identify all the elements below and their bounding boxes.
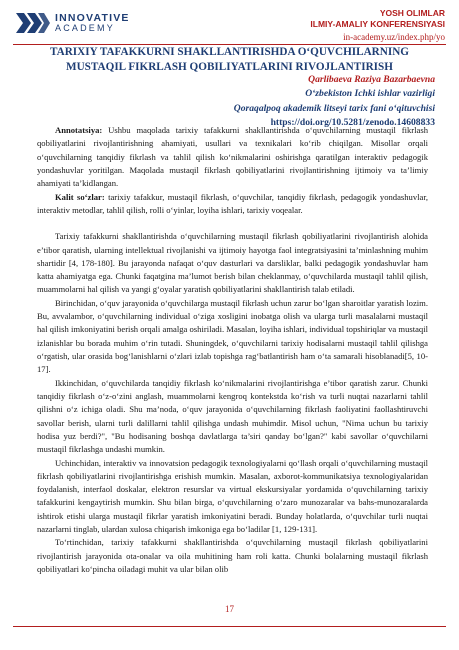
conference-url[interactable]: in-academy.uz/index.php/yo xyxy=(343,31,445,42)
paragraph: Uchinchidan, interaktiv va innovatsion pedagogik texnologiyalarni qo‘llash orqali o‘quvchilarning mustaqil fikrlash qobiliyatlarini rivojlantirishga erishish mumkin. Masalan, axborot-kommunikatsiya texnologiyalaridan foydalanish, interfaol doskalar, elektron resurslar va virtual ekskursiyalar yordamida o‘quvchilarning tarixiy tafakkurini kengaytirish mumkin. Shu bilan birga, o‘quvchilarning o‘zaro munozaralar va bahs-munozaralarda ishtirok etishi ularga mustaqil fikrlar yaratish imkoniyatini beradi. Bunday holatlarda, o‘quvchilar turli nuqtai nazarlarni tinglab, ulardan xulosa chiqarish imkoniga ega bo‘ladilar [1, 129-131]. xyxy=(37,457,428,535)
abstract-label: Annotatsiya: xyxy=(55,125,103,135)
paragraph: Ikkinchidan, o‘quvchilarda tanqidiy fikrlash ko‘nikmalarini rivojlantirishga e’tibor qaratish zarur. Chunki tanqidiy fikrlash o‘z-o‘zini anglash, muammolarni kengroq kontekstda ko‘rish va turli nuqtai nazarlarni tahlil qilishni o‘z ichiga oladi. Shu ma’noda, o‘quv jarayonida o‘quvchilarning fikrlash faoliyatini faollashtiruvchi savollar berish, ularni turli dalillarni tahlil qilishga undash muhimdir. Misol uchun, "Nima uchun bu tarixiy hodisa yuz berdi?", "Bu hodisaning boshqa davlatlarga ta’siri qanday bo‘lgan?" kabi savollar o‘quvchilarni mustaqil fikrlashga undashi mumkin. xyxy=(37,377,428,455)
academy-logo-icon xyxy=(14,10,50,36)
author-affiliation-1: O‘zbekiston Ichki ishlar vazirligi xyxy=(305,88,435,100)
author-name: Qarlibaeva Raziya Bazarbaevna xyxy=(308,74,435,85)
conference-line1: YOSH OLIMLAR xyxy=(379,8,445,18)
paragraph: Birinchidan, o‘quv jarayonida o‘quvchilarga mustaqil fikrlash uchun zarur bo‘lgan sharoitlar yaratish lozim. Bu, avvalambor, o‘quvchilarning individual o‘ziga xosligini inobatga olish va ularga turli masalalarni mustaqil hal qilish imkoniyatini berish orqali amalga oshiriladi. Masalan, loyiha ishlari, individual topshiriqlar va mustaqil izlanishlar bu borada muhim o‘rin tutadi. Shuningdek, o‘quvchilarni tarixiy hodisalarni mustaqil tahlil qilishga o‘rgatish, ular orasida bog‘lanishlarni o‘zlari izlab topishga rag‘batlantirish ham o‘ta samarali hisoblanadi[5, 10-17]. xyxy=(37,297,428,375)
abstract xyxy=(37,124,428,191)
paragraph: To‘rtinchidan, tarixiy tafakkurni shakllantirishda o‘quvchilarning mustaqil fikrlash qobiliyatlarini rivojlantirish jarayonida ota-onalar va oila muhitining ham roli katta. Chunki bolalarning mustaqil fikrlash qobiliyatlari ko‘pincha oiladagi muhit va ular bilan olib xyxy=(37,537,428,574)
keywords-text: tarixiy tafakkur, mustaqil fikrlash, o‘quvchilar, tanqidiy fikrlash, pedagogik yondashuvlar, interaktiv metodlar, tahlil qilish, rolli o‘yinlar, loyiha ishlari, tarixiy voqealar. xyxy=(37,191,428,215)
keywords-label: Kalit so‘zlar: xyxy=(55,191,105,202)
keywords xyxy=(37,191,428,218)
article-body xyxy=(37,124,428,576)
article-title: TARIXIY TAFAKKURNI SHAKLLANTIRISHDA O‘QUVCHILARNING MUSTAQIL FIKRLASH QOBILIYATLARINI RIVOJLANTIRISH xyxy=(50,46,409,73)
doi-link[interactable]: https://doi.org/10.5281/zenodo.14608833 xyxy=(270,117,435,129)
page-number: 17 xyxy=(225,604,234,614)
logo-line1: INNOVATIVE xyxy=(55,12,130,25)
author-affiliation-2: Qoraqalpoq akademik litseyi tarix fani o‘qituvchisi xyxy=(233,102,435,114)
author-block xyxy=(234,73,435,131)
footer-divider xyxy=(13,626,446,627)
abstract-text: Ushbu maqolada tarixiy tafakkurni shakllantirishda o‘quvchilarning mustaqil fikrlash qobiliyatlarini rivojlantirishning ahamiyati, usullari va texnikalari ko‘rib chiqilgan. Misollar orqali o‘quvchilarning tanqidiy fikrlash va tahlil qilish ko‘nikmalarini oshirishga qaratilgan interaktiv pedagogik yondashuvlar yoritilgan. Maqolada mustaqil fikrlash qobiliyatlarini rivojlantirishning ijtimoiy va ta’limiy ahamiyati ta’kidlangan. xyxy=(37,125,428,189)
publisher-logo xyxy=(14,10,130,36)
logo-line2: ACADEMY xyxy=(55,22,115,33)
conference-line2: ILMIY-AMALIY KONFERENSIYASI xyxy=(310,19,445,30)
paragraph: Tarixiy tafakkurni shakllantirishda o‘quvchilarning mustaqil fikrlash qobiliyatlarini rivojlantirish alohida e’tibor qaratish, ularning intellektual rivojlanishi va ijtimoiy hayotga faol integratsiyasini ta’minlashning muhim shartidir [4, 178-180]. Bu jarayonda nafaqat o‘quv dasturlari va darsliklar, balki pedagogik yondashuvlar ham katta ahamiyatga ega. Chunki faqatgina ma’lumot berish bilan cheklanmay, o‘quvchilarda mustaqil tahlil qilish, muammolarni hal qilish va yangi g‘oyalar yaratish qobiliyatlarini shakllantirish talab etiladi. xyxy=(37,231,428,295)
conference-header xyxy=(310,8,445,43)
